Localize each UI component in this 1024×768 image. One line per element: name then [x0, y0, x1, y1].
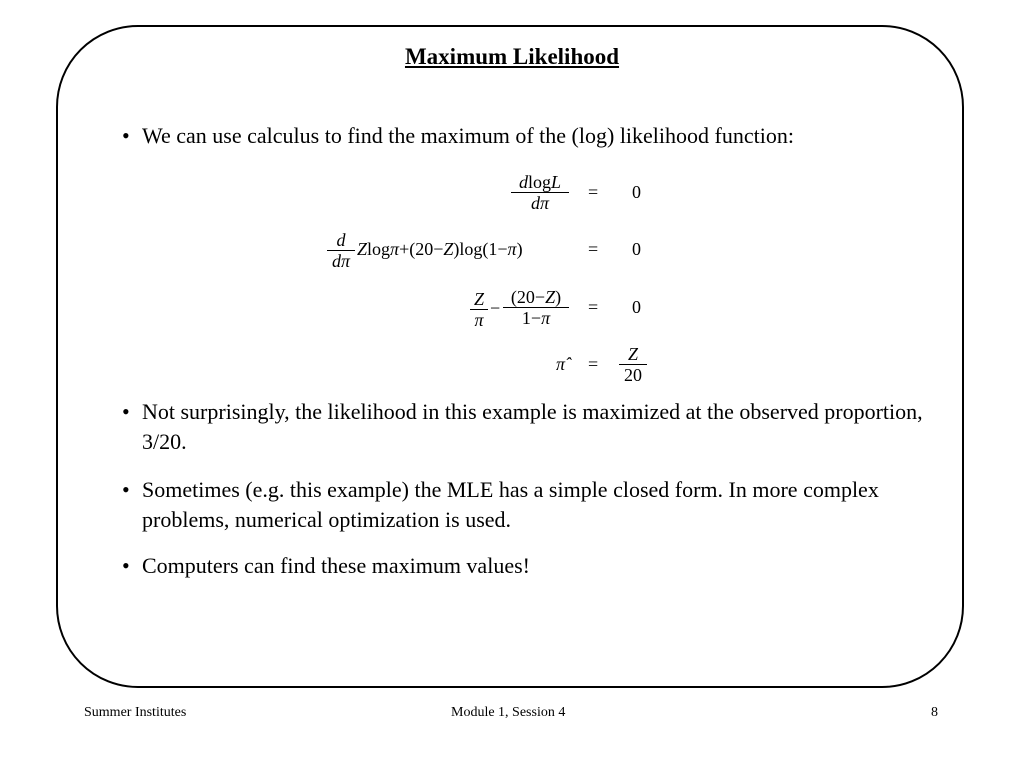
eq4-pi-hat: π̂ — [556, 354, 566, 374]
eq2-numerator: d — [336, 230, 346, 250]
eq1-equals: = — [588, 182, 599, 202]
footer-left: Summer Institutes — [84, 705, 187, 720]
eq2-derivative-fraction — [327, 230, 355, 271]
eq3-fraction-second — [503, 287, 569, 328]
bullet-text: Computers can find these maximum values! — [142, 553, 530, 578]
eq1-rhs: 0 — [632, 182, 641, 202]
eq3-frac2-numerator: (20−Z) — [510, 287, 562, 307]
eq1-numerator: dlogL — [518, 172, 562, 192]
eq2-rhs: 0 — [632, 239, 641, 259]
bullet-calculus — [122, 121, 794, 151]
bullet-text: Not surprisingly, the likelihood in this example is maximized at the observed proportion, 3/20. — [142, 399, 923, 454]
eq3-frac1-denominator: π — [474, 310, 484, 330]
bullet-marker: • — [122, 399, 130, 424]
eq2-equals: = — [588, 239, 599, 259]
eq4-equals: = — [588, 354, 599, 374]
bullet-computers — [122, 551, 530, 581]
bullet-not-surprisingly — [122, 397, 942, 457]
eq4-fraction — [619, 344, 647, 385]
footer-page-number: 8 — [931, 705, 938, 720]
bullet-marker: • — [122, 553, 130, 578]
bullet-marker: • — [122, 477, 130, 502]
footer-center: Module 1, Session 4 — [451, 705, 566, 720]
eq4-denominator: 20 — [624, 365, 642, 385]
eq4-numerator: Z — [627, 344, 638, 364]
bullet-text: We can use calculus to find the maximum of the (log) likelihood function: — [142, 123, 794, 148]
eq3-equals: = — [588, 297, 599, 317]
eq2-denominator: dπ — [331, 251, 351, 271]
bullet-text: Sometimes (e.g. this example) the MLE has a simple closed form. In more complex problems, numerical optimization is used. — [142, 477, 879, 532]
eq2-expression: Zlogπ+(20−Z)log(1−π) — [357, 239, 523, 259]
eq3-fraction-z-over-pi — [470, 289, 488, 330]
eq3-rhs: 0 — [632, 297, 641, 317]
eq1-denominator: dπ — [530, 193, 550, 213]
slide-title: Maximum Likelihood — [404, 44, 620, 69]
eq3-frac2-denominator: 1−π — [521, 308, 551, 328]
eq1-fraction — [511, 172, 569, 213]
bullet-closed-form — [122, 475, 932, 535]
eq3-frac1-numerator: Z — [473, 289, 484, 309]
eq3-minus: − — [490, 298, 501, 318]
bullet-marker: • — [122, 123, 130, 148]
